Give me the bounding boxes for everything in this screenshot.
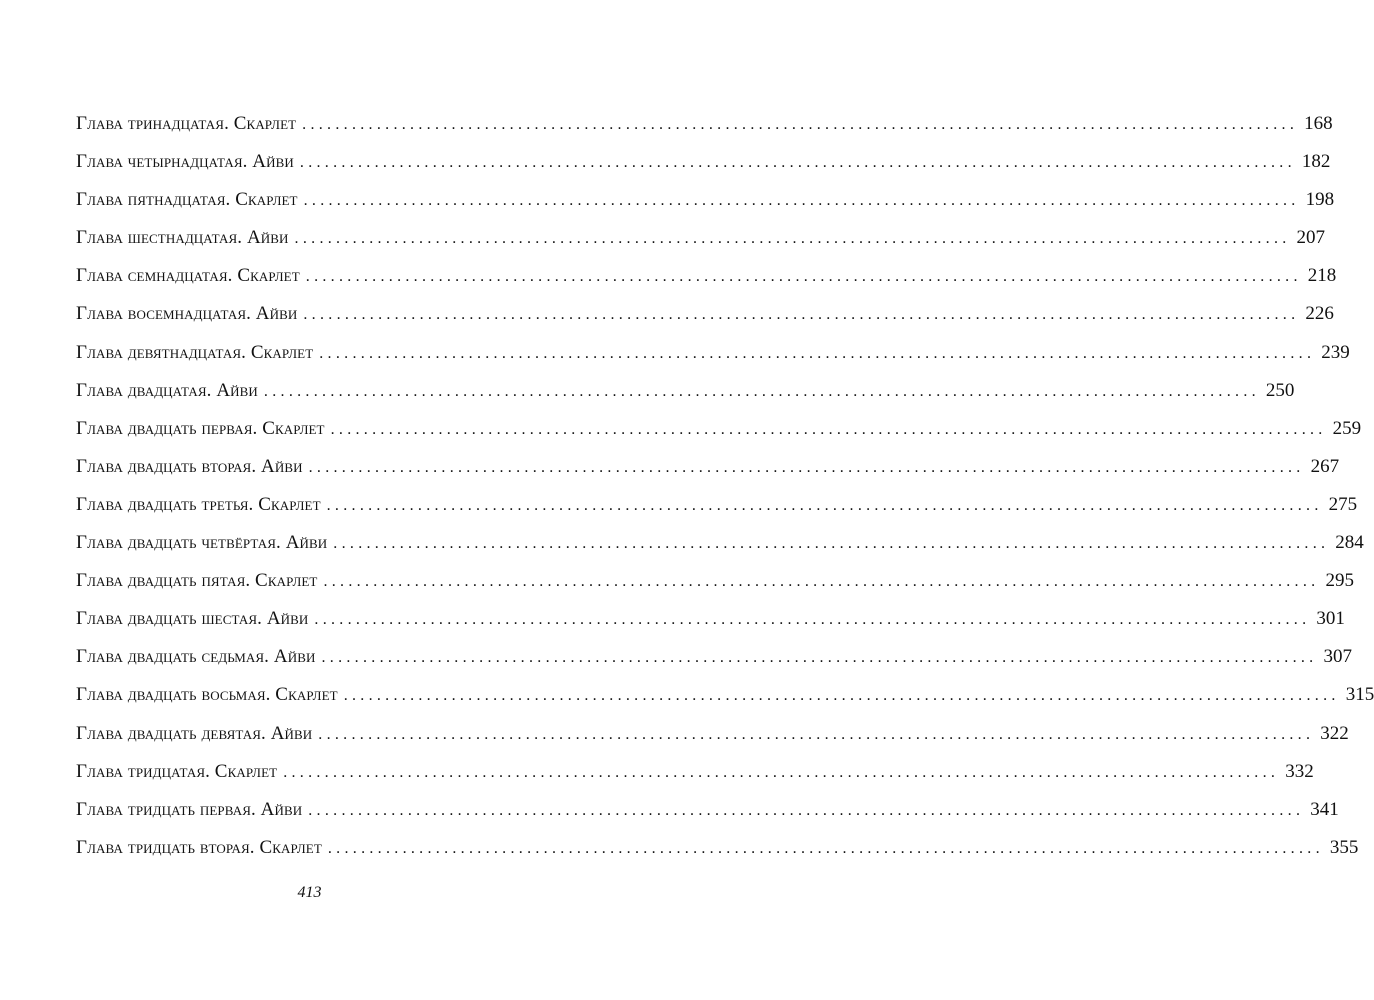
toc-entry-title: Глава шестнадцатая. Айви — [76, 227, 289, 249]
toc-entry — [76, 416, 1362, 454]
toc-entry — [76, 568, 1354, 606]
toc-leader-dots: ........................................................................................................................ — [333, 535, 1330, 553]
toc-entry-page: 259 — [1332, 417, 1362, 439]
toc-leader-dots: ........................................................................................................................ — [318, 725, 1315, 743]
toc-entry-page: 315 — [1345, 684, 1374, 706]
toc-entry — [76, 340, 1350, 378]
toc-entry — [76, 682, 1374, 720]
toc-entry — [76, 759, 1314, 797]
toc-leader-dots: ........................................................................................................................ — [305, 268, 1302, 286]
table-of-contents — [76, 111, 1374, 873]
toc-leader-dots: ........................................................................................................................ — [303, 192, 1300, 210]
toc-entry-page: 239 — [1321, 341, 1350, 363]
toc-entry — [76, 492, 1358, 530]
toc-entry-page: 182 — [1301, 151, 1331, 173]
toc-leader-dots: ........................................................................................................................ — [330, 420, 1327, 438]
toc-entry-title: Глава двадцать вторая. Айви — [76, 455, 303, 477]
toc-entry-page: 284 — [1335, 532, 1364, 554]
toc-entry-title: Глава девятнадцатая. Скарлет — [76, 341, 314, 363]
toc-entry-title: Глава двадцать седьмая. Айви — [76, 646, 316, 668]
toc-entry — [76, 187, 1335, 225]
toc-entry-title: Глава двадцатая. Айви — [76, 379, 258, 401]
toc-entry-page: 355 — [1329, 836, 1359, 858]
toc-leader-dots: ........................................................................................................................ — [319, 344, 1316, 362]
toc-entry-title: Глава семнадцатая. Скарлет — [76, 265, 300, 287]
page-number: 413 — [297, 884, 322, 901]
toc-entry — [76, 263, 1337, 301]
toc-entry-page: 168 — [1304, 113, 1333, 134]
toc-entry-title: Глава двадцать четвёртая. Айви — [76, 532, 328, 554]
toc-leader-dots: ........................................................................................................................ — [308, 458, 1305, 476]
toc-leader-dots: ........................................................................................................................ — [326, 496, 1323, 514]
toc-entry-title: Глава тридцать первая. Айви — [76, 798, 303, 820]
toc-entry — [76, 835, 1359, 873]
toc-entry-title: Глава тридцать вторая. Скарлет — [76, 836, 322, 858]
toc-entry — [76, 225, 1326, 263]
toc-entry-page: 226 — [1305, 303, 1334, 325]
toc-entry — [76, 530, 1364, 568]
toc-entry — [76, 378, 1295, 416]
toc-leader-dots: ........................................................................................................................ — [303, 306, 1300, 324]
toc-entry-title: Глава двадцать третья. Скарлет — [76, 493, 321, 515]
toc-entry-title: Глава тридцатая. Скарлет — [76, 760, 278, 782]
toc-entry-title: Глава двадцать девятая. Айви — [76, 722, 313, 744]
toc-entry-title: Глава двадцать пятая. Скарлет — [76, 570, 318, 592]
toc-leader-dots: ........................................................................................................................ — [263, 382, 1260, 400]
toc-entry — [76, 644, 1352, 682]
toc-leader-dots: ........................................................................................................................ — [343, 687, 1340, 705]
toc-entry — [76, 721, 1349, 759]
toc-entry-title: Глава двадцать первая. Скарлет — [76, 417, 325, 439]
toc-entry-title: Глава пятнадцатая. Скарлет — [76, 189, 298, 211]
toc-entry-title: Глава двадцать восьмая. Скарлет — [76, 684, 338, 706]
toc-leader-dots: ........................................................................................................................ — [302, 116, 1299, 133]
toc-entry-page: 207 — [1296, 227, 1326, 249]
toc-entry-page: 218 — [1307, 265, 1337, 287]
toc-leader-dots: ........................................................................................................................ — [321, 649, 1318, 667]
toc-entry — [76, 301, 1334, 339]
toc-entry-page: 295 — [1325, 570, 1354, 592]
toc-entry-title: Глава восемнадцатая. Айви — [76, 303, 298, 325]
toc-leader-dots: ........................................................................................................................ — [283, 763, 1280, 781]
toc-entry-page: 275 — [1328, 493, 1358, 515]
toc-leader-dots: ........................................................................................................................ — [299, 154, 1296, 172]
toc-leader-dots: ........................................................................................................................ — [323, 573, 1320, 591]
toc-entry-page: 198 — [1305, 189, 1335, 211]
toc-entry — [76, 454, 1340, 492]
toc-entry-page: 301 — [1316, 608, 1345, 630]
toc-entry-title: Глава тринадцатая. Скарлет — [76, 113, 297, 134]
toc-entry — [76, 149, 1331, 187]
toc-entry — [76, 797, 1339, 835]
toc-entry-title: Глава двадцать шестая. Айви — [76, 608, 309, 630]
toc-entry-page: 322 — [1320, 722, 1349, 744]
toc-entry — [76, 111, 1333, 149]
toc-entry-page: 341 — [1310, 798, 1339, 820]
toc-leader-dots: ........................................................................................................................ — [314, 611, 1311, 629]
toc-entry-page: 332 — [1285, 760, 1314, 782]
toc-entry-page: 250 — [1265, 379, 1295, 401]
toc-leader-dots: ........................................................................................................................ — [294, 230, 1291, 248]
toc-entry — [76, 606, 1345, 644]
toc-leader-dots: ........................................................................................................................ — [308, 801, 1305, 819]
toc-entry-page: 307 — [1323, 646, 1352, 668]
toc-entry-title: Глава четырнадцатая. Айви — [76, 151, 294, 173]
toc-entry-page: 267 — [1310, 455, 1340, 477]
toc-leader-dots: ........................................................................................................................ — [327, 839, 1324, 857]
